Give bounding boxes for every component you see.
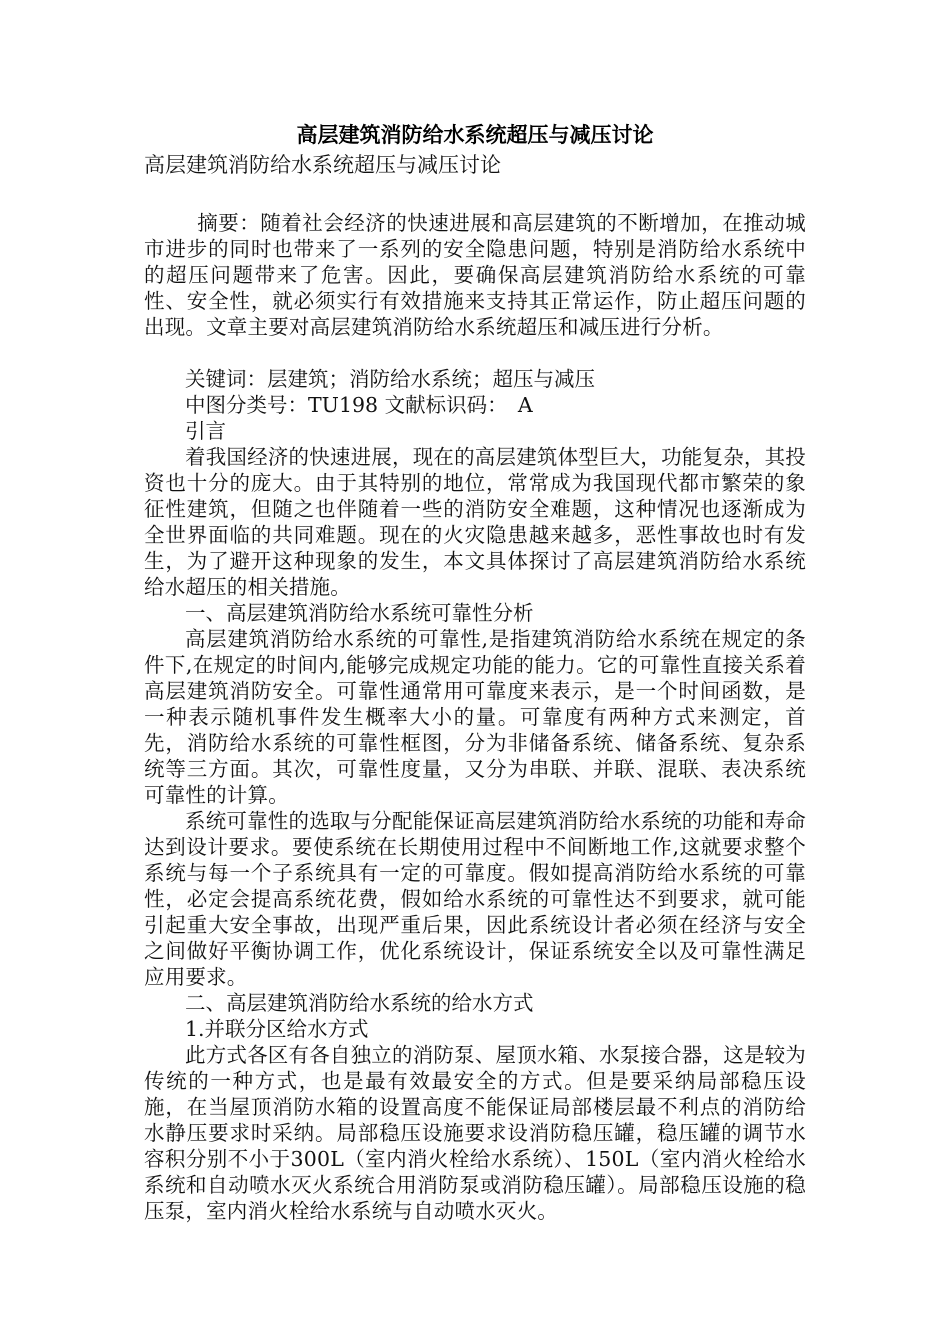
section2-subheading-1: 1.并联分区给水方式	[185, 1017, 369, 1041]
section2-paragraph-1: 此方式各区有各自独立的消防泵、屋顶水箱、水泵接合器，这是较为传统的一种方式，也是最有效最安全的方式。但是要采纳局部稳压设施，在当屋顶消防水箱的设置高度不能保证局部楼层最不利点的消防给水静压要求时采纳。局部稳压设施要求设消防稳压罐，稳压罐的调节水容积分别不小于300L（室内消火栓给水系统）、150L（室内消火栓给水系统和自动喷水灭火系统合用消防泵或消防稳压罐）。局部稳压设施的稳压泵，室内消火栓给水系统与自动喷水灭火。	[144, 1043, 806, 1223]
keywords-line: 关键词：层建筑；消防给水系统；超压与减压	[185, 367, 595, 391]
document-subtitle: 高层建筑消防给水系统超压与减压讨论	[144, 153, 501, 177]
section1-paragraph-2: 系统可靠性的选取与分配能保证高层建筑消防给水系统的功能和寿命达到设计要求。要使系统在长期使用过程中不间断地工作,这就要求整个系统与每一个子系统具有一定的可靠度。假如提高消防给水系统的可靠性，必定会提高系统花费，假如给水系统的可靠性达不到要求，就可能引起重大安全事故，出现严重后果，因此系统设计者必须在经济与安全之间做好平衡协调工作，优化系统设计，保证系统安全以及可靠性满足应用要求。	[144, 809, 806, 989]
classification-line: 中图分类号：TU198 文献标识码： A	[185, 393, 533, 417]
document-body	[144, 120, 806, 1224]
intro-heading: 引言	[185, 419, 226, 443]
document-title: 高层建筑消防给水系统超压与减压讨论	[296, 122, 654, 147]
intro-paragraph: 着我国经济的快速进展，现在的高层建筑体型巨大，功能复杂，其投资也十分的庞大。由于其特别的地位，常常成为我国现代都市繁荣的象征性建筑，但随之也伴随着一些的消防安全难题，这种情况也逐渐成为全世界面临的共同难题。现在的火灾隐患越来越多，恶性事故也时有发生，为了避开这种现象的发生，本文具体探讨了高层建筑消防给水系统给水超压的相关措施。	[144, 445, 806, 599]
section1-heading: 一、高层建筑消防给水系统可靠性分析	[185, 601, 534, 625]
section2-heading: 二、高层建筑消防给水系统的给水方式	[185, 991, 534, 1015]
abstract-paragraph: 摘要：随着社会经济的快速进展和高层建筑的不断增加，在推动城市进步的同时也带来了一系列的安全隐患问题，特别是消防给水系统中的超压问题带来了危害。因此，要确保高层建筑消防给水系统的可靠性、安全性，就必须实行有效措施来支持其正常运作，防止超压问题的出现。文章主要对高层建筑消防给水系统超压和减压进行分析。	[144, 211, 806, 339]
section1-paragraph-1: 高层建筑消防给水系统的可靠性,是指建筑消防给水系统在规定的条件下,在规定的时间内,能够完成规定功能的能力。它的可靠性直接关系着高层建筑消防安全。可靠性通常用可靠度来表示，是一个时间函数，是一种表示随机事件发生概率大小的量。可靠度有两种方式来测定，首先，消防给水系统的可靠性框图，分为非储备系统、储备系统、复杂系统等三方面。其次，可靠性度量，又分为串联、并联、混联、表决系统可靠性的计算。	[144, 627, 806, 807]
